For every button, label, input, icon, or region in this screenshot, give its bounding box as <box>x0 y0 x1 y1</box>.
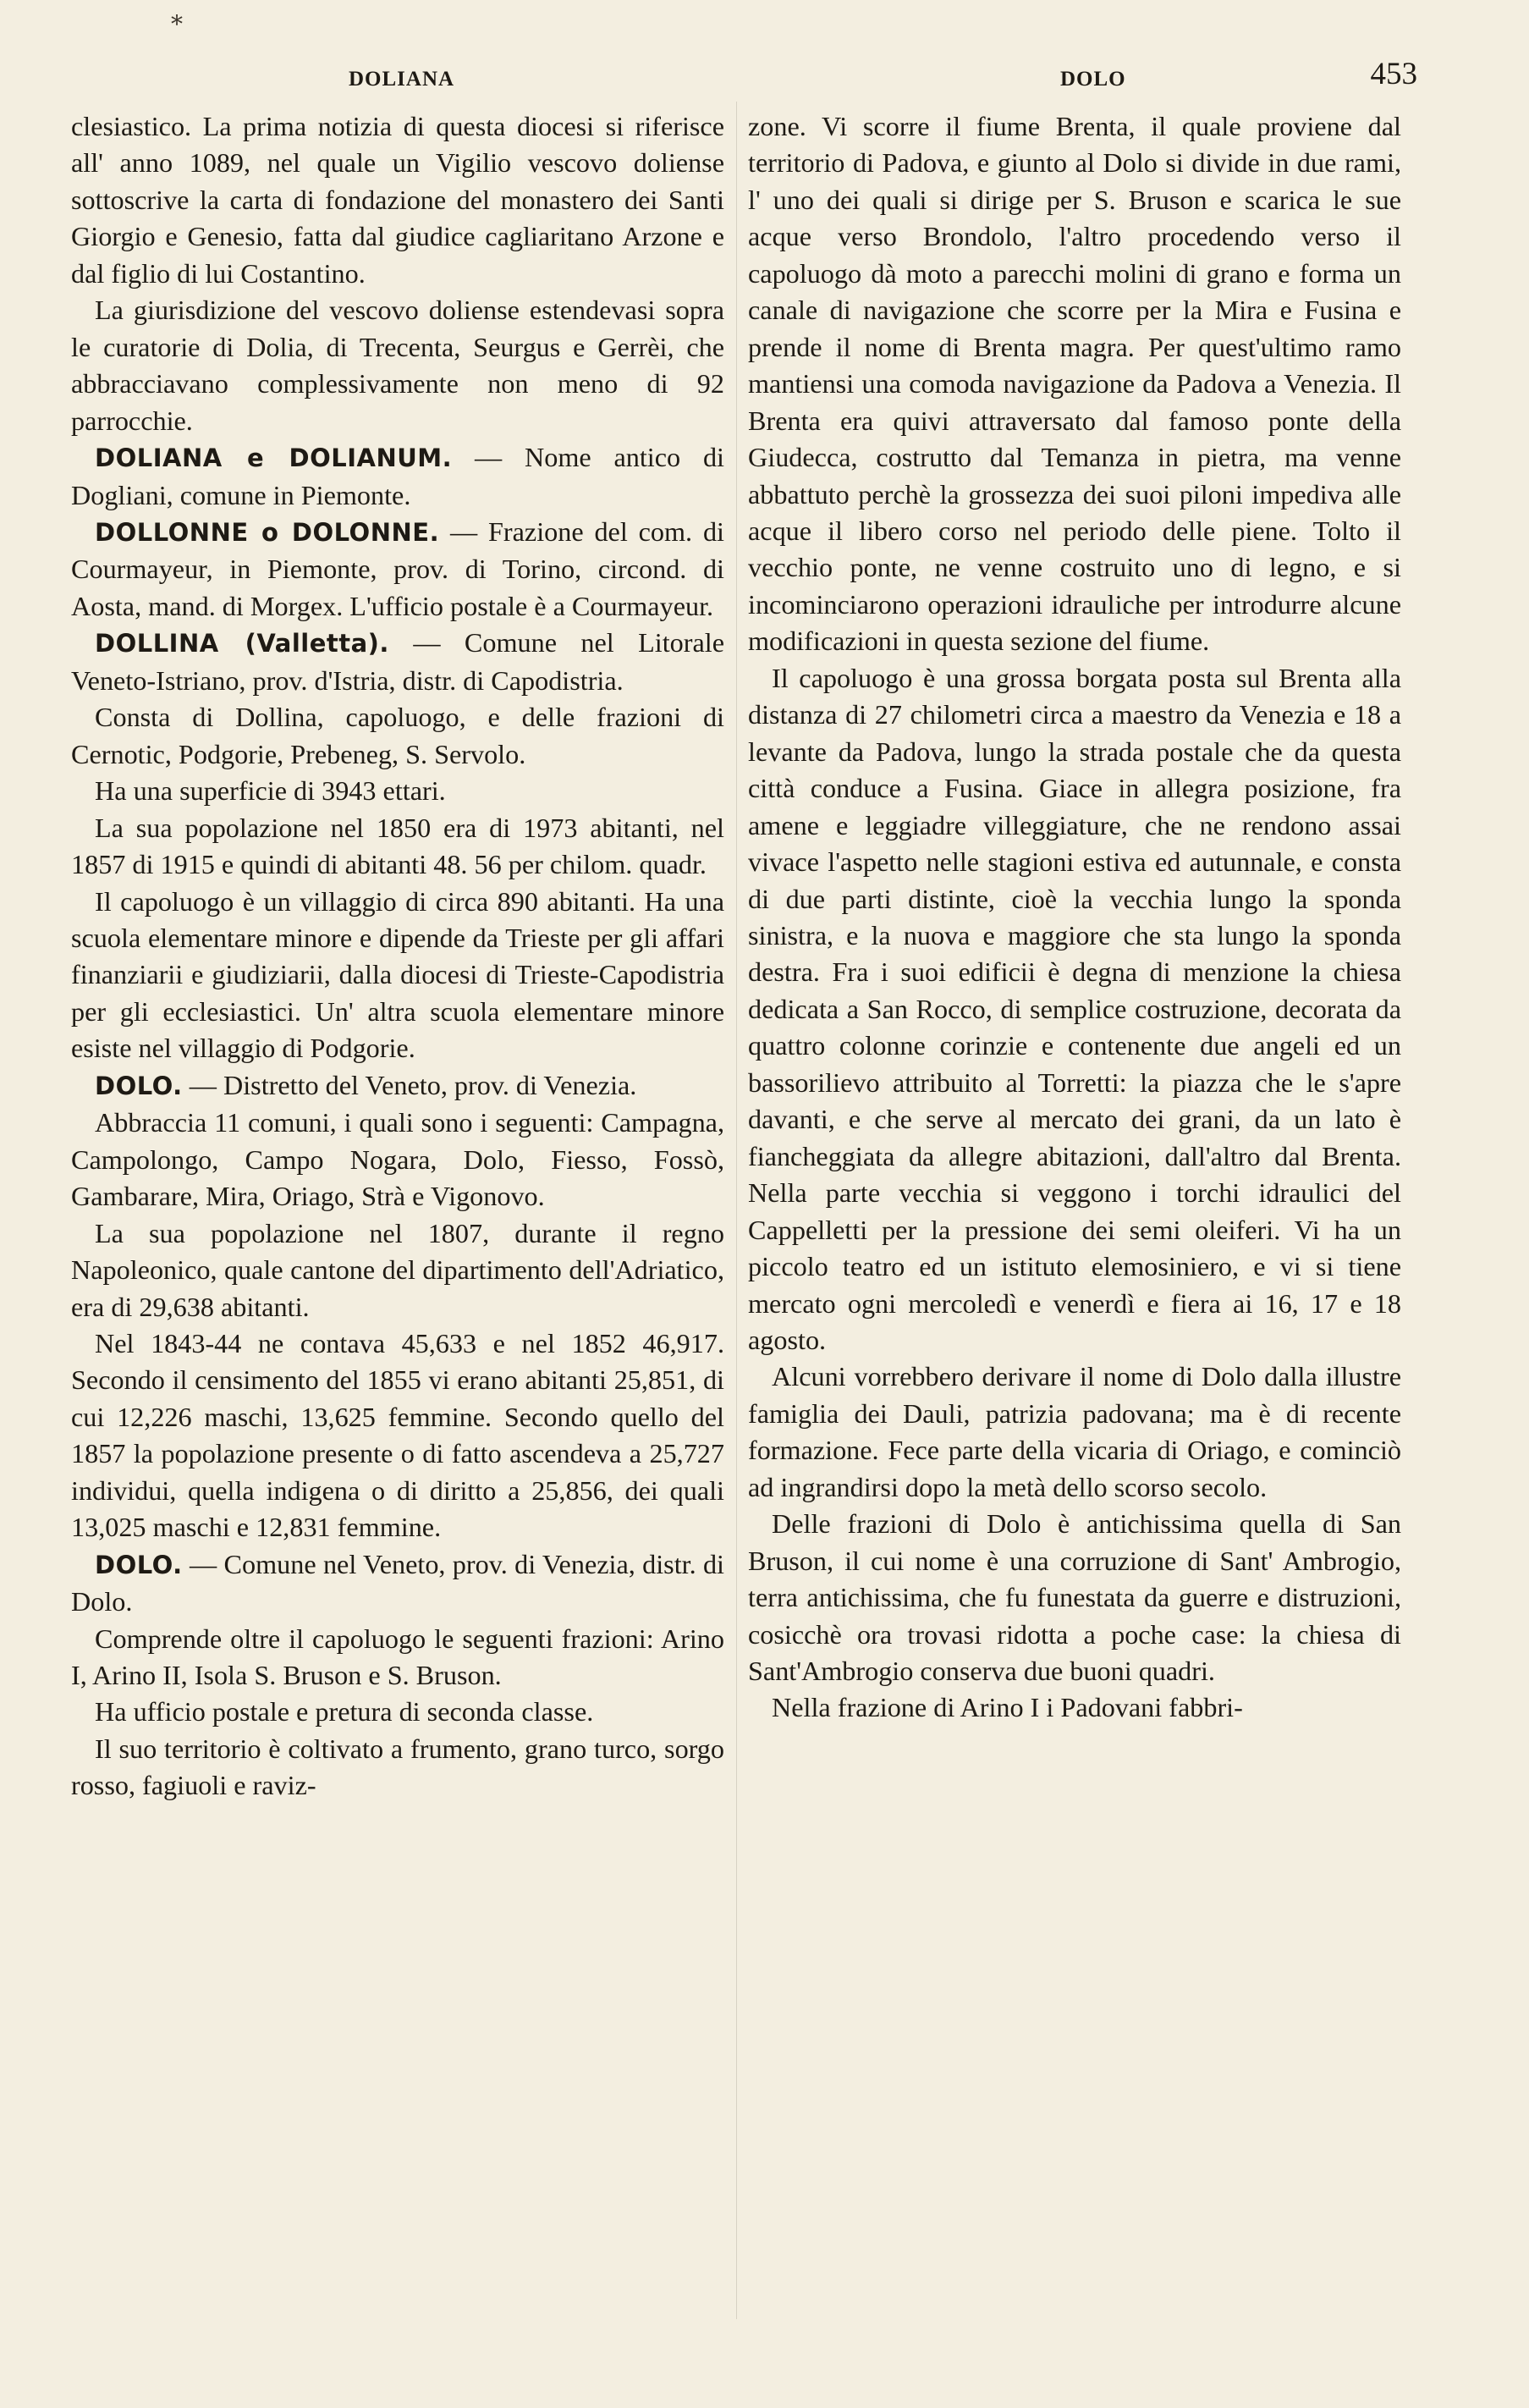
paragraph-text: Il capoluogo è una grossa borgata posta sul Brenta alla distanza di 27 chilometri circa a maestro da Venezia e 18 a levante da Padova, lungo la strada postale che da questa città conduce a Fusina. Giace in allegra posizione, fra amene e leggiadre villeggiature, che ne rendono assai vivace l'aspetto nelle stagioni estiva ed autunnale, e consta di due parti distinte, cioè la vecchia lungo la sponda sinistra, e la nuova e maggiore che sta lungo la sponda destra. Fra i suoi edificii è degna di menzione la chiesa dedicata a San Rocco, di semplice costruzione, decorata da quattro colonne corinzie e contenente due angeli ed un bassorilievo attribuito al Torretti: la piazza che le s'apre davanti, e che serve al mercato dei grani, da un lato è fiancheggiata da allegre abitazioni, dall'altro dal Brenta. Nella parte vecchia si veggono i torchi idraulici del Cappelletti per la pressione dei semi oleiferi. Vi ha un piccolo teatro ed un istituto elemosiniero, e vi si tiene mercato ogni mercoledì e venerdì e fiera ai 16, 17 e 18 agosto. <box>748 662 1401 1355</box>
paragraph-text: Abbraccia 11 comuni, i quali sono i seguenti: Campagna, Campolongo, Campo Nogara, Dolo, Fiesso, Fossò, Gambarare, Mira, Oriago, Strà e Vigonovo. <box>71 1107 724 1212</box>
paragraph-text: Ha una superficie di 3943 ettari. <box>95 775 446 807</box>
right-column <box>748 108 1401 1727</box>
paragraph <box>71 773 724 809</box>
paragraph <box>748 660 1401 1359</box>
paragraph <box>71 1325 724 1546</box>
entry-headword: DOLO. <box>95 1071 183 1100</box>
paragraph <box>71 1694 724 1730</box>
paragraph-text: Delle frazioni di Dolo è antichissima quella di San Bruson, il cui nome è una corruzione di Sant' Ambrogio, terra antichissima, che fu funestata da guerre e distruzioni, cosicchè ora trovasi ridotta a poche case: la chiesa di Sant'Ambrogio conserva due buoni quadri. <box>748 1508 1401 1687</box>
paragraph-text: Consta di Dollina, capoluogo, e delle frazioni di Cernotic, Podgorie, Prebeneg, S. Servolo. <box>71 702 724 769</box>
paragraph <box>748 108 1401 660</box>
paragraph <box>71 1215 724 1325</box>
dictionary-entry <box>71 1067 724 1105</box>
paragraph-text: — Frazione del com. di Courmayeur, in Piemonte, prov. di Torino, circond. di Aosta, mand. di Morgex. L'ufficio postale è a Courmayeur. <box>71 515 724 621</box>
dictionary-entry <box>71 514 724 625</box>
paragraph <box>748 1689 1401 1726</box>
dictionary-entry <box>71 439 724 514</box>
entry-headword: DOLIANA e DOLIANUM. <box>95 444 453 473</box>
left-column <box>71 108 724 1805</box>
entry-headword: DOLLINA (Valletta). <box>95 629 389 658</box>
paragraph-text: Nella frazione di Arino I i Padovani fabbri- <box>772 1692 1243 1723</box>
entry-headword: DOLLONNE o DOLONNE. <box>95 517 440 547</box>
paragraph-text: Alcuni vorrebbero derivare il nome di Dolo dalla illustre famiglia dei Dauli, patrizia padovana; ma è di recente formazione. Fece parte della vicaria di Oriago, e cominciò ad ingrandirsi dopo la metà dello scorso secolo. <box>748 1361 1401 1502</box>
left-running-head: DOLIANA <box>349 68 455 91</box>
paragraph <box>71 810 724 884</box>
right-running-head: DOLO <box>1060 68 1126 91</box>
paragraph <box>748 1506 1401 1689</box>
entry-headword: DOLO. <box>95 1550 183 1579</box>
page-number: 453 <box>1370 57 1417 91</box>
paragraph-text: Il suo territorio è coltivato a frumento, grano turco, sorgo rosso, fagiuoli e raviz- <box>71 1733 724 1801</box>
printer-mark: * <box>171 10 183 38</box>
paragraph-text: La sua popolazione nel 1850 era di 1973 abitanti, nel 1857 di 1915 e quindi di abitanti 48. 56 per chilom. quadr. <box>71 812 724 880</box>
paragraph-text: — Comune nel Veneto, prov. di Venezia, distr. di Dolo. <box>71 1548 724 1617</box>
paragraph-text: Comprende oltre il capoluogo le seguenti frazioni: Arino I, Arino II, Isola S. Bruson e S. Bruson. <box>71 1623 724 1691</box>
paragraph-text: zone. Vi scorre il fiume Brenta, il quale proviene dal territorio di Padova, e giunto al Dolo si divide in due rami, l' uno dei quali si dirige per S. Bruson e scarica le sue acque verso Brondolo, l'altro procedendo verso il capoluogo dà moto a parecchi molini di grano e forma un canale di navigazione che scorre per la Mira e Fusina e prende il nome di Brenta magra. Per quest'ultimo ramo mantiensi una comoda navigazione da Padova a Venezia. Il Brenta era quivi attraversato dal famoso ponte della Giudecca, costrutto dal Temanza in pietra, ma venne abbattuto perchè la grossezza dei suoi piloni impediva alle acque il libero corso nel periodo delle piene. Tolto il vecchio ponte, ne venne costruito uno di legno, e si incominciarono operazioni idrauliche per introdurre alcune modificazioni in questa sezione del fiume. <box>748 111 1401 657</box>
paragraph-text: clesiastico. La prima notizia di questa diocesi si riferisce all' anno 1089, nel quale un Vigilio vescovo doliense sottoscrive la carta di fondazione del monastero dei Santi Giorgio e Genesio, fatta dal giudice cagliaritano Arzone e dal figlio di lui Costantino. <box>71 111 724 289</box>
paragraph-text: — Distretto del Veneto, prov. di Venezia. <box>182 1069 637 1100</box>
paragraph-text: La giurisdizione del vescovo doliense estendevasi sopra le curatorie di Dolia, di Trecenta, Seurgus e Gerrèi, che abbracciavano complessivamente non meno di 92 parrocchie. <box>71 295 724 436</box>
paragraph-text: Ha ufficio postale e pretura di seconda classe. <box>95 1696 594 1727</box>
paragraph <box>71 1731 724 1805</box>
paragraph <box>71 1621 724 1694</box>
dictionary-entry <box>71 1546 724 1621</box>
paragraph <box>71 108 724 292</box>
paragraph <box>748 1358 1401 1506</box>
paragraph-text: — Nome antico di Dogliani, comune in Piemonte. <box>71 442 724 510</box>
paragraph-text: — Comune nel Litorale Veneto-Istriano, prov. d'Istria, distr. di Capodistria. <box>71 627 724 696</box>
paragraph-text: La sua popolazione nel 1807, durante il regno Napoleonico, quale cantone del dipartimento dell'Adriatico, era di 29,638 abitanti. <box>71 1217 724 1322</box>
paragraph-text: Nel 1843-44 ne contava 45,633 e nel 1852 46,917. Secondo il censimento del 1855 vi erano abitanti 25,851, di cui 12,226 maschi, 13,625 femmine. Secondo quello del 1857 la popolazione presente o di fatto ascendeva a 25,727 individui, quella indigena o di diritto a 25,856, dei quali 13,025 maschi e 12,831 femmine. <box>71 1327 724 1543</box>
paragraph <box>71 1105 724 1215</box>
paragraph-text: Il capoluogo è un villaggio di circa 890 abitanti. Ha una scuola elementare minore e dipende da Trieste per gli affari finanziarii e giudiziarii, dalla diocesi di Trieste-Capodistria per gli ecclesiastici. Un' altra scuola elementare minore esiste nel villaggio di Podgorie. <box>71 885 724 1064</box>
paragraph <box>71 292 724 439</box>
dictionary-entry <box>71 625 724 699</box>
paragraph <box>71 699 724 773</box>
paragraph <box>71 884 724 1067</box>
column-gutter <box>736 102 737 2319</box>
